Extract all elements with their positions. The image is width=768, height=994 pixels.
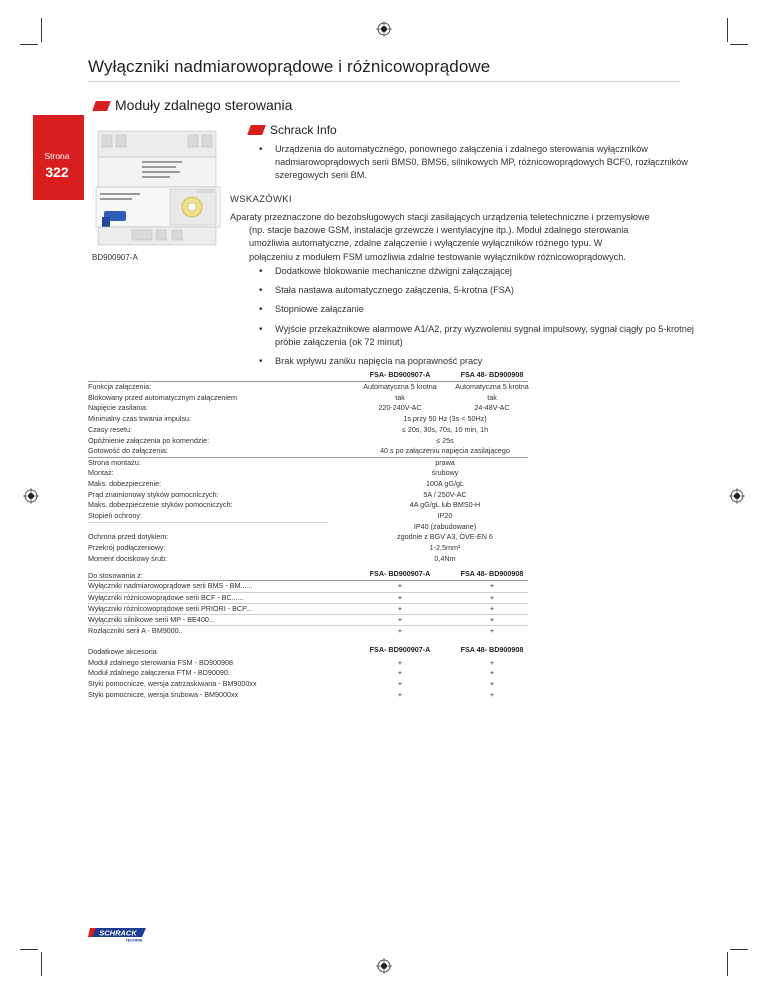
usage-value: +: [489, 581, 495, 590]
crop-mark: [41, 18, 42, 42]
spec-label: Stopień ochrony:: [88, 511, 142, 520]
usage-label: Rozłączniki serii A - BM9000..: [88, 625, 183, 635]
spec-label: Prąd znamionowy styków pomocniczych:: [88, 489, 219, 499]
feature-item: • Wyjście przekaźnikowe alarmowe A1/A2, przy wyzwoleniu sygnał impulsowy, sygnał ciągły po 5-krotnej próbie załączenia (ok 72 minut): [257, 323, 697, 349]
spec-label: Opóźnienie załączenia po komendzie:: [88, 435, 210, 445]
registration-mark-icon: [376, 958, 392, 974]
registration-mark-icon: [23, 488, 39, 504]
spec-label: Przekrój podłączeniowy:: [88, 543, 166, 553]
info-title: Schrack Info: [270, 123, 337, 137]
product-image: [92, 123, 224, 251]
red-marker-icon: [247, 125, 266, 135]
page-number: 322: [45, 164, 69, 180]
usage-label: Wyłączniki silnikowe serii MP - BE400...: [88, 614, 215, 624]
info-heading: [249, 123, 337, 137]
spec-value: prawa: [435, 457, 455, 467]
hints-line: (np. stacje bazowe GSM, instalacje grzewcze i wentylacyjne itp.). Moduł zdalnego sterowania: [249, 225, 629, 236]
accessories-value: +: [397, 689, 403, 699]
spec-label: Minimalny czas trwania impulsu:: [88, 414, 192, 424]
feature-list: [257, 265, 697, 374]
usage-value: +: [489, 592, 495, 602]
product-caption: BD900907-A: [92, 253, 138, 262]
spec-label: Moment dociskowy śrub:: [88, 553, 168, 563]
accessories-label: Styki pomocnicze, wersja zatrzaskiwana - BM9000xx: [88, 678, 257, 688]
usage-title: Do stosowania z:: [88, 571, 143, 580]
feature-item: • Stopniowe załączanie: [257, 303, 697, 316]
spec-label: Napięcie zasilania:: [88, 403, 148, 413]
hints-line: połączeniu z modułem FSM umożliwia zdalne testowanie wyłączników różnicowoprądowych.: [249, 251, 626, 262]
table-divider: [88, 522, 328, 523]
hints-text: [230, 211, 700, 264]
crop-mark: [20, 949, 38, 950]
accessories-value: +: [397, 678, 403, 688]
spec-value: zgodnie z BGV A3, ÖVE-EN 6: [397, 532, 493, 542]
spec-value: 1s przy 50 Hz (3s < 50Hz): [403, 414, 487, 424]
spec-label: Funkcja załączenia:: [88, 382, 152, 391]
spec-label: Maks. dobezpieczenie:: [88, 478, 162, 488]
spec-column-header: FSA 48- BD900908: [460, 370, 524, 379]
usage-value: +: [397, 625, 403, 635]
spec-value: ≤ 20s, 30s, 70s, 10 min, 1h: [401, 424, 489, 434]
accessories-value: +: [397, 668, 403, 678]
spec-value: IP40 (zabudowane): [413, 521, 477, 531]
registration-mark-icon: [729, 488, 745, 504]
accessories-value: +: [489, 668, 495, 678]
accessories-column-header: FSA 48- BD900908: [460, 645, 524, 654]
accessories-label: Moduł zdalnego załączenia FTM - BD90090.: [88, 668, 230, 678]
feature-item: • Stała nastawa automatycznego załączenia, 5-krotna (FSA): [257, 284, 697, 297]
spec-value: Automatyczna 5 krotna: [455, 382, 529, 391]
usage-value: +: [489, 614, 495, 624]
section-heading: [94, 97, 292, 113]
usage-value: +: [397, 592, 403, 602]
spec-value: śrubowy: [431, 468, 459, 478]
section-title: Moduły zdalnego sterowania: [115, 97, 293, 113]
title-divider: [88, 81, 680, 82]
crop-mark: [730, 44, 748, 45]
spec-value: ≤ 25s: [436, 435, 454, 445]
crop-mark: [41, 952, 42, 976]
spec-label: Ochrona przed dotykiem:: [88, 532, 169, 542]
usage-value: +: [397, 614, 403, 624]
crop-mark: [727, 18, 728, 42]
spec-value: 100A gG/gL: [426, 478, 464, 488]
usage-label: Wyłączniki różnicowoprądowe serii BCF - BC......: [88, 592, 244, 602]
red-marker-icon: [92, 101, 111, 111]
accessories-label: Moduł zdalnego sterowania FSM - BD900908: [88, 657, 234, 667]
spec-value: tak: [487, 392, 497, 402]
page-tab-label: Strona: [44, 151, 70, 161]
crop-mark: [727, 952, 728, 976]
accessories-value: +: [489, 689, 495, 699]
accessories-value: +: [397, 657, 403, 667]
accessories-label: Styki pomocnicze, wersja śrubowa - BM9000xx: [88, 689, 239, 699]
spec-value: 24-48V-AC: [474, 403, 510, 413]
usage-value: +: [397, 603, 403, 613]
spec-value: 5A / 250V-AC: [423, 489, 467, 499]
spec-value: tak: [395, 392, 405, 402]
spec-value: 4A gG/gL lub BMS0-H: [409, 500, 481, 510]
crop-mark: [20, 44, 38, 45]
svg-text:SCHRACK: SCHRACK: [99, 928, 137, 938]
feature-item: • Brak wpływu zaniku napięcia na poprawność pracy: [257, 355, 697, 368]
schrack-logo: [88, 928, 146, 942]
usage-value: +: [489, 603, 495, 613]
spec-value: Automatyczna 5 krotna: [363, 382, 437, 391]
spec-value: 40 s po załączeniu napięcia zasilającego: [380, 446, 510, 456]
spec-column-header: FSA- BD900907-A: [369, 370, 431, 379]
accessories-value: +: [489, 678, 495, 688]
accessories-column-header: FSA- BD900907-A: [369, 645, 431, 654]
spec-label: Czasy resetu:: [88, 424, 132, 434]
crop-mark: [730, 949, 748, 950]
usage-column-header: FSA- BD900907-A: [369, 569, 431, 578]
spec-label: Blokowany przed automatycznym załączeniem: [88, 392, 238, 402]
usage-value: +: [489, 625, 495, 635]
spec-label: Gotowość do załączenia:: [88, 446, 168, 456]
accessories-value: +: [489, 657, 495, 667]
registration-mark-icon: [376, 21, 392, 37]
usage-column-header: FSA 48- BD900908: [460, 569, 524, 578]
hints-line: Aparaty przeznaczone do bezobsługowych stacji zasilających urządzenia teletechniczne i przemysłowe: [230, 212, 650, 222]
usage-label: Wyłączniki nadmiarowoprądowe serii BMS - BM......: [88, 581, 253, 590]
spec-label: Montaż:: [88, 468, 114, 478]
spec-label: Strona montażu:: [88, 457, 141, 467]
spec-value: IP20: [437, 511, 453, 520]
spec-value: 0,4Nm: [434, 553, 456, 563]
accessories-title: Dodatkowe akcesoria: [88, 647, 157, 656]
spec-label: Maks. dobezpieczenie styków pomocniczych:: [88, 500, 233, 510]
spec-value: 220-240V-AC: [378, 403, 422, 413]
info-bullet: • Urządzenia do automatycznego, ponownego załączenia i zdalnego sterowania wyłączników nadmiarowoprądowych serii BMS0, BMS6, silnikowych MP, różnicowoprądowych BCF0, rozłączników szeregowych serii BM.: [257, 143, 697, 183]
usage-label: Wyłączniki różnicowoprądowe serii PRIORI - BCP...: [88, 603, 252, 613]
hints-line: umożliwia automatyczne, zdalne załączenie i wyłączenie wyłączników różnego typu. W: [249, 238, 603, 249]
hints-title: WSKAZÓWKI: [230, 194, 292, 205]
feature-item: • Dodatkowe blokowanie mechaniczne dźwigni załączającej: [257, 265, 697, 278]
svg-text:TECHNIK: TECHNIK: [125, 938, 143, 942]
spec-value: 1-2,5mm²: [429, 543, 461, 553]
usage-value: +: [397, 581, 403, 590]
info-list: [257, 143, 697, 183]
page-title: Wyłączniki nadmiarowoprądowe i różnicowoprądowe: [88, 57, 491, 76]
